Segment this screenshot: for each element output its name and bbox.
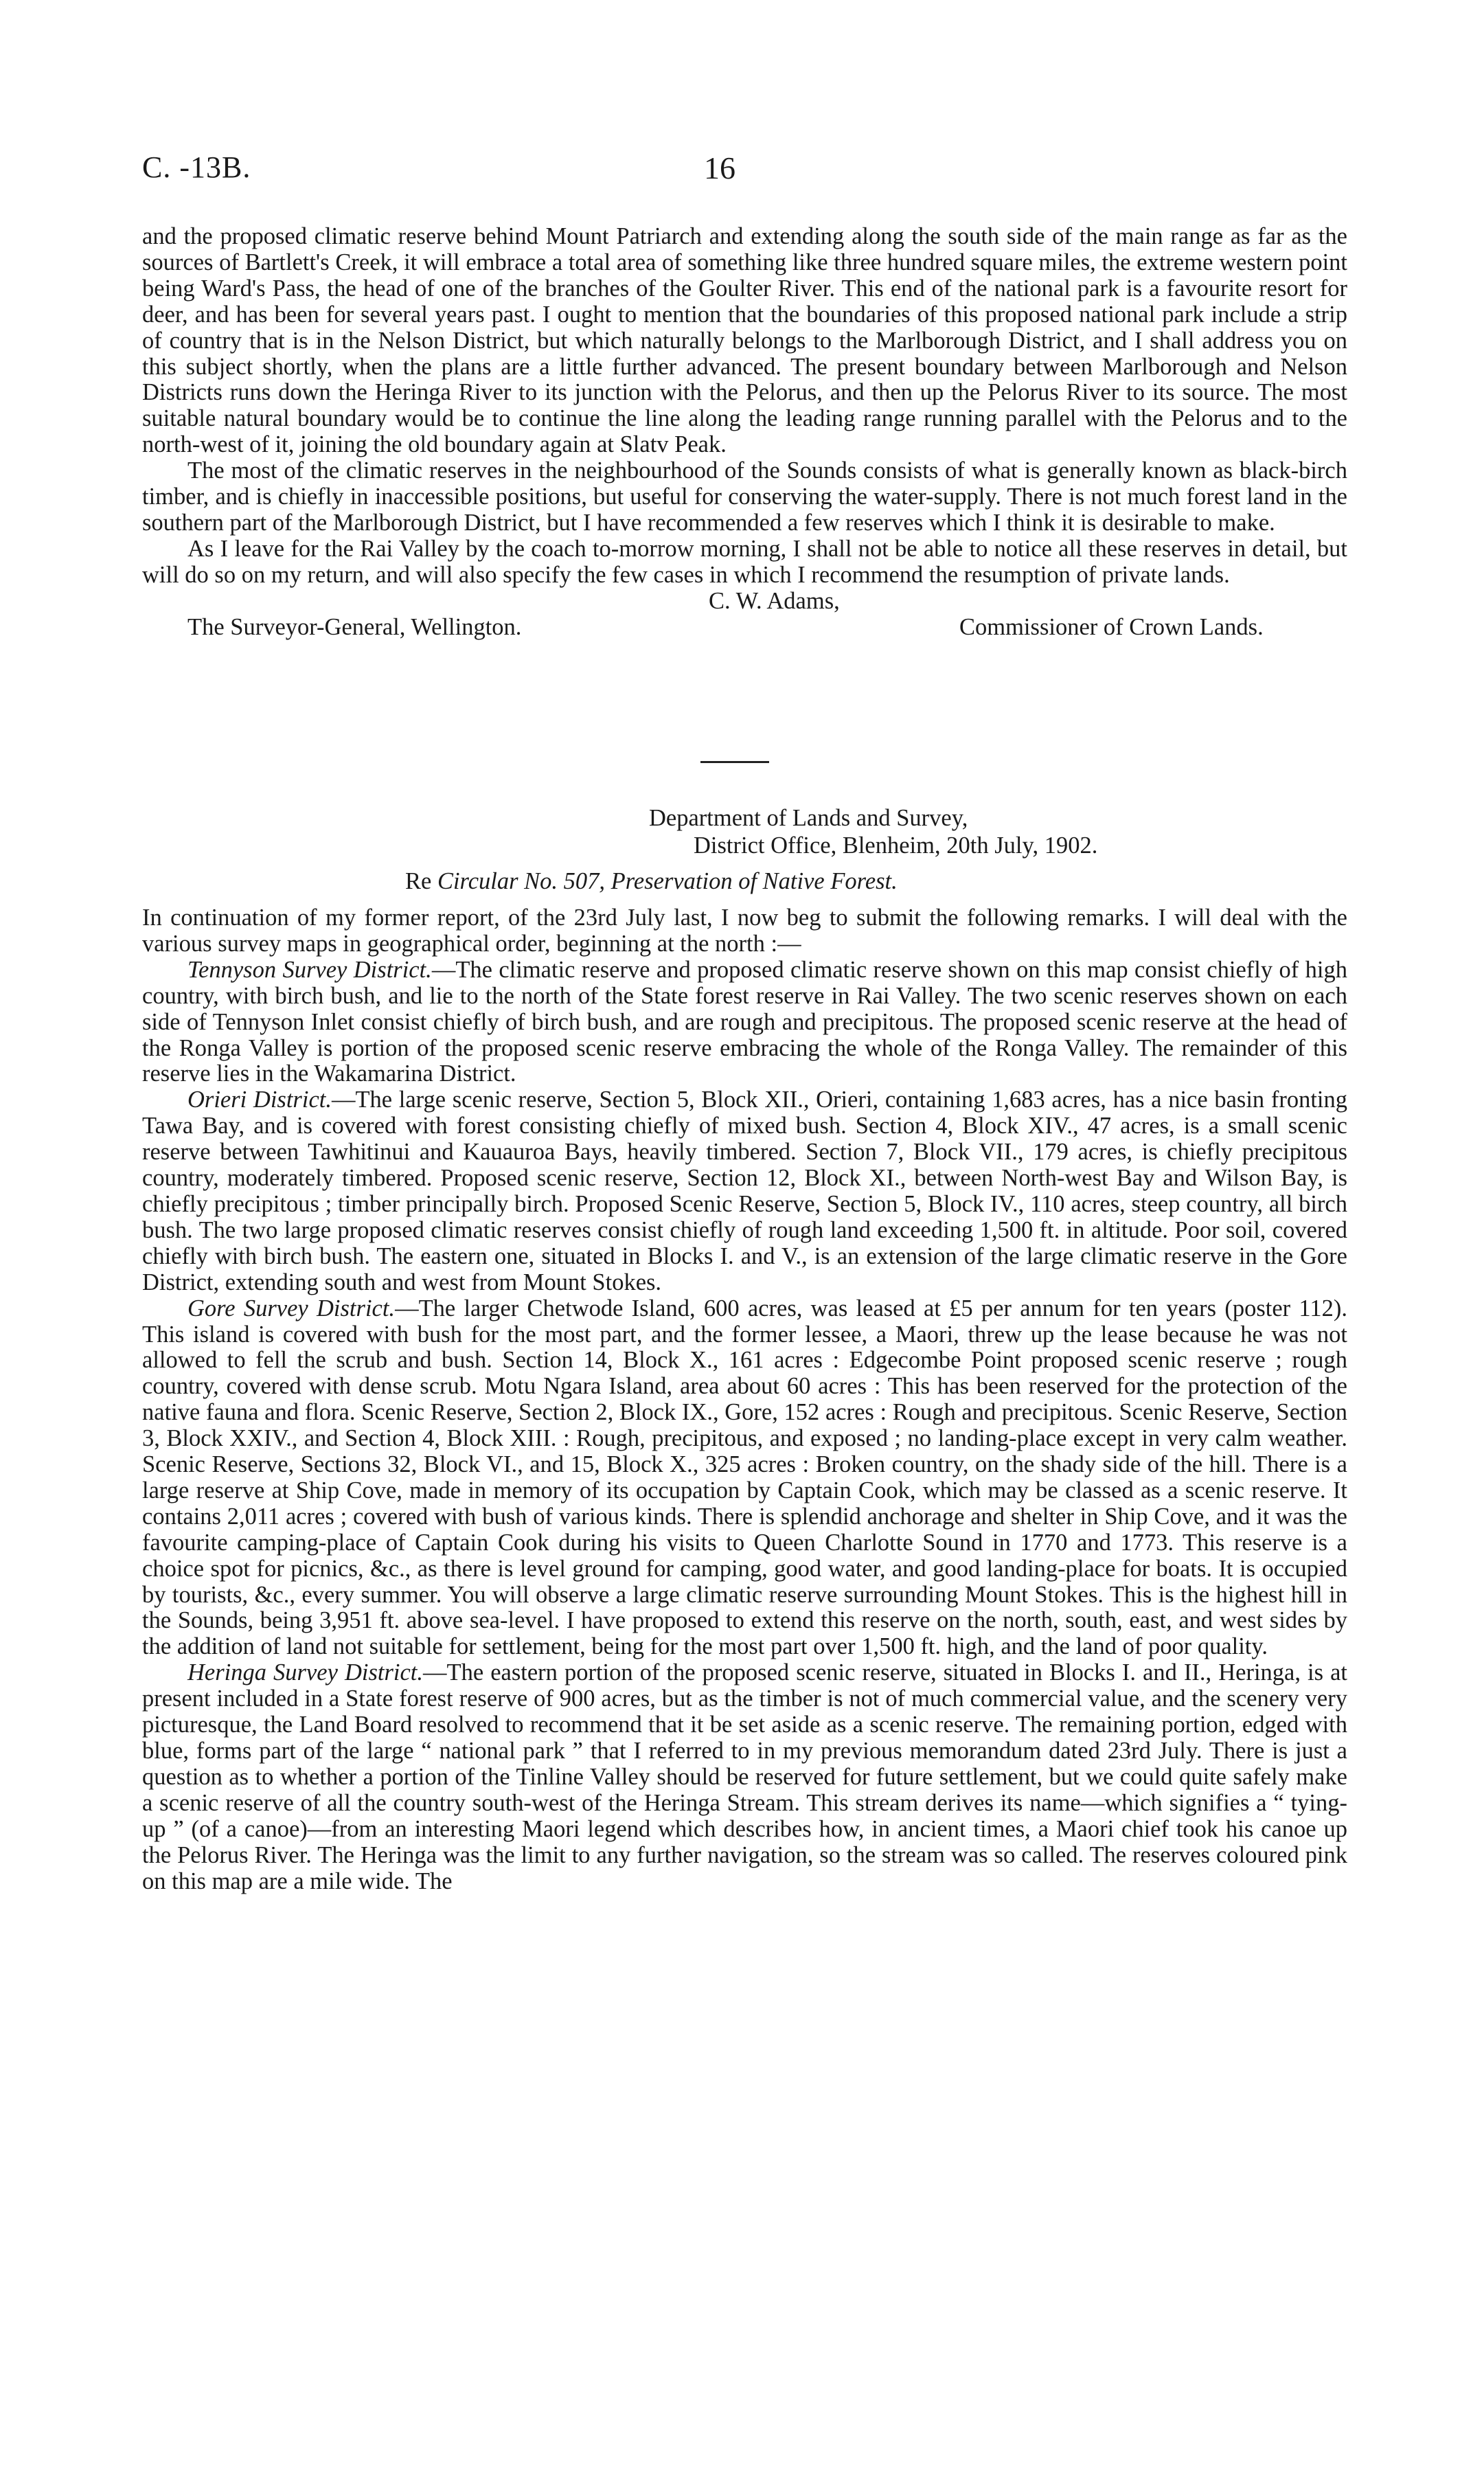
paragraph: and the proposed climatic reserve behind Mount Patriarch and extending along the south side of the main range as far as the sources of Bartlett's Creek, it will embrace a total area of something like three hundred square miles, the extreme western point being Ward's Pass, the head of one of the branches of the Goulter River. This end of the national park is a favourite resort for deer, and has been for several years past. I ought to mention that the boundaries of this proposed national park include a strip of country that is in the Nelson District, but which naturally belongs to the Marlborough District, and I shall address you on this subject shortly, when the plans are a little further advanced. The present boundary between Marlborough and Nelson Districts runs down the Heringa River to its junction with the Pelorus, and then up the Pelorus River to its source. The most suitable natural boundary would be to continue the line along the leading range running parallel with the Pelorus and to the north-west of it, joining the old boundary again at Slatv Peak. (142, 223, 1347, 458)
district-heading: Tennyson Survey District. (187, 956, 432, 983)
report-continuation (142, 224, 1347, 641)
letterhead-line-2: District Office, Blenheim, 20th July, 1902. (694, 832, 1098, 859)
letterhead-line-1: Department of Lands and Survey, (649, 805, 968, 831)
section-text: —The larger Chetwode Island, 600 acres, was leased at £5 per annum for ten years (poster 112). This island is covered with bush for the most part, and the former lessee, a Maori, threw up the lease because he was not allowed to fell the scrub and bush. Section 14, Block X., 161 acres : Edgecombe Point proposed scenic reserve ; rough country, covered with dense scrub. Motu Ngara Island, area about 60 acres : This has been reserved for the protection of the native fauna and flora. Scenic Reserve, Section 2, Block IX., Gore, 152 acres : Rough and precipitous. Scenic Reserve, Section 3, Block XXIV., and Section 4, Block XIII. : Rough, precipitous, and exposed ; no landing-place except in very calm weather. Scenic Reserve, Sections 32, Block VI., and 15, Block X., 325 acres : Broken country, on the shady side of the hill. There is a large reserve at Ship Cove, made in memory of its occupation by Captain Cook, which may be classed as a scenic reserve. It contains 2,011 acres ; covered with bush of various kinds. There is splendid anchorage and shelter in Ship Cove, and it was the favourite camping-place of Captain Cook during his visits to Queen Charlotte Sound in 1770 and 1773. This reserve is a choice spot for picnics, &c., as there is level ground for camping, good water, and good landing-place for boats. It is occupied by tourists, &c., every summer. You will observe a large climatic reserve surrounding Mount Stokes. This is the highest hill in the Sounds, being 3,951 ft. above sea-level. I have proposed to extend this reserve on the north, south, east, and west sides by the addition of land not suitable for settlement, being for the most part over 1,500 ft. high, and the land of poor quality. (142, 1295, 1347, 1660)
district-heading: Orieri District. (187, 1087, 332, 1113)
section-gore (142, 1296, 1347, 1661)
district-heading: Heringa Survey District. (187, 1659, 424, 1686)
district-heading: Gore Survey District. (187, 1295, 396, 1321)
document-code: C. -13B. (142, 150, 251, 184)
subject-prefix: Re (405, 868, 432, 894)
addressee: The Surveyor-General, Wellington. (187, 613, 522, 640)
letter-body (142, 905, 1347, 1894)
section-orieri (142, 1087, 1347, 1295)
section-tennyson (142, 957, 1347, 1088)
section-text: —The eastern portion of the proposed scenic reserve, situated in Blocks I. and II., Heringa, is at present included in a State forest reserve of 900 acres, but as the timber is not of much commercial value, and the scenery very picturesque, the Land Board resolved to recommend that it be set aside as a scenic reserve. The remaining portion, edged with blue, forms part of the large “ national park ” that I referred to in my previous memorandum dated 23rd July. There is just a question as to whether a portion of the Tinline Valley should be reserved for future settlement, but we could quite safely make a scenic reserve of all the country south-west of the Heringa Stream. This stream derives its name—which signifies a “ tying-up ” (of a canoe)—from an interesting Maori legend which describes how, in ancient times, a Maori chief took his canoe up the Pelorus River. The Heringa was the limit to any further navigation, so the stream was so called. The reserves coloured pink on this map are a mile wide. The (142, 1659, 1347, 1894)
section-text: —The climatic reserve and proposed climatic reserve shown on this map consist chiefly of high country, with birch bush, and lie to the north of the State forest reserve in Rai Valley. The two scenic reserves shown on each side of Tennyson Inlet consist chiefly of birch bush, and are rough and precipitous. The proposed scenic reserve at the head of the Ronga Valley is portion of the proposed scenic reserve embracing the whole of the Ronga Valley. The remainder of this reserve lies in the Wakamarina District. (142, 956, 1347, 1087)
signature-name: C. W. Adams, (709, 587, 840, 614)
paragraph: The most of the climatic reserves in the neighbourhood of the Sounds consists of what is generally known as black-birch timber, and is chiefly in inaccessible positions, but useful for conserving the water-supply. There is not much forest land in the southern part of the Marlborough District, but I have recommended a few reserves which I think it is desirable to make. (142, 457, 1347, 536)
subject-line (405, 868, 898, 894)
intro-paragraph: In continuation of my former report, of the 23rd July last, I now beg to submit the following remarks. I will deal with the various survey maps in geographical order, beginning at the north :— (142, 905, 1347, 957)
page-header (142, 150, 1347, 191)
subject-text: Circular No. 507, Preservation of Native Forest. (437, 868, 898, 894)
section-text: —The large scenic reserve, Section 5, Block XII., Orieri, containing 1,683 acres, has a nice basin fronting Tawa Bay, and is covered with forest consisting chiefly of mixed bush. Section 4, Block XIV., 47 acres, is a small scenic reserve between Tawhitinui and Kauauroa Bays, heavily timbered. Section 7, Block VII., 179 acres, is chiefly precipitous country, moderately timbered. Proposed scenic reserve, Section 12, Block XI., between North-west Bay and Wilson Bay, is chiefly precipitous ; timber principally birch. Proposed Scenic Reserve, Section 5, Block IV., 110 acres, steep country, all birch bush. The two large proposed climatic reserves consist chiefly of rough land exceeding 1,500 ft. in altitude. Poor soil, covered chiefly with birch bush. The eastern one, situated in Blocks I. and V., is an extension of the large climatic reserve in the Gore District, extending south and west from Mount Stokes. (142, 1087, 1347, 1295)
page-number: 16 (704, 150, 735, 185)
section-heringa (142, 1660, 1347, 1894)
paragraph: As I leave for the Rai Valley by the coach to-morrow morning, I shall not be able to notice all these reserves in detail, but will do so on my return, and will also specify the few cases in which I recommend the resumption of private lands. (142, 535, 1347, 588)
section-divider (700, 761, 769, 763)
signature-title: Commissioner of Crown Lands. (959, 613, 1264, 640)
signature-block (142, 589, 1347, 641)
